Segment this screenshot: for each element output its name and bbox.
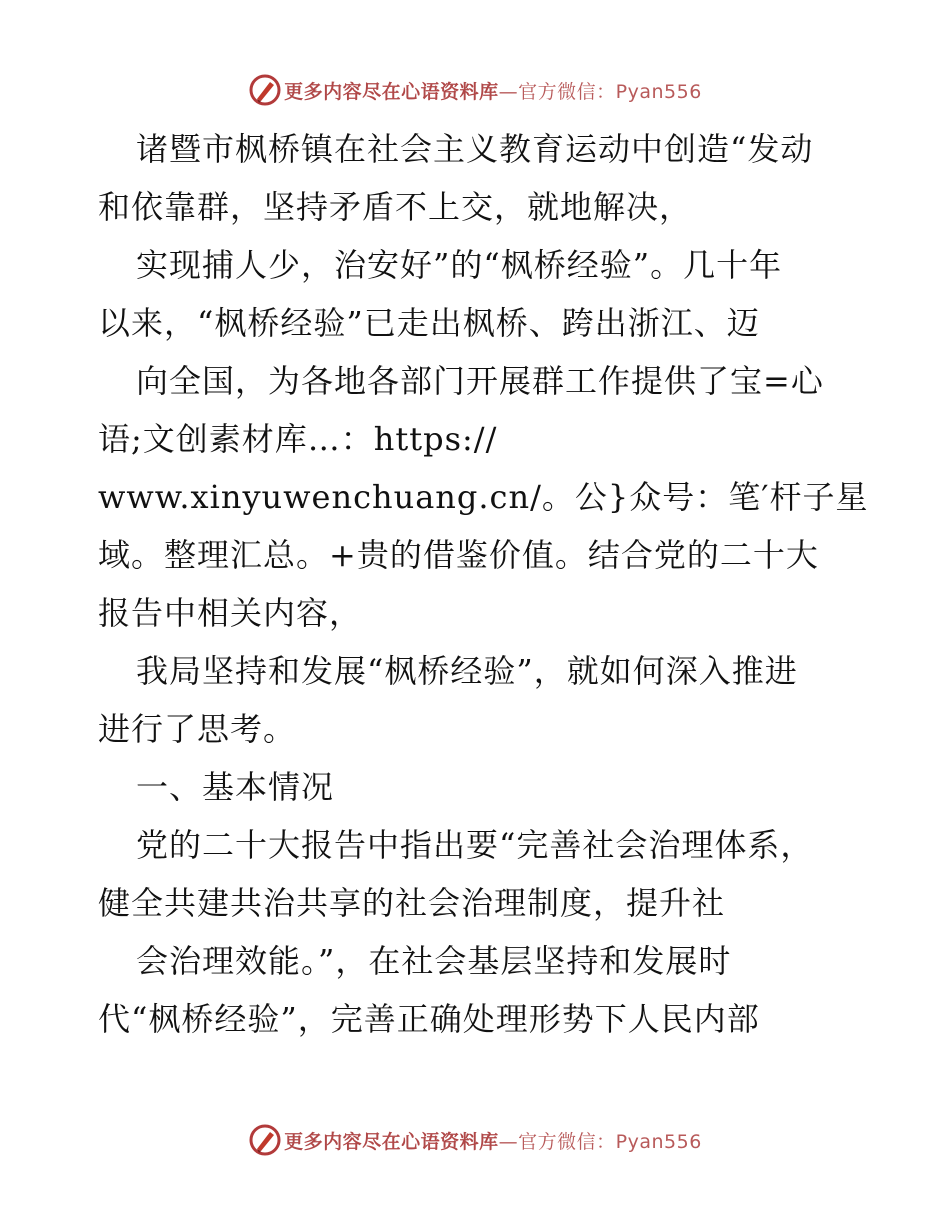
banner-strong-text: 更多内容尽在心语资料库 xyxy=(284,1130,499,1153)
text-line: 诸暨市枫桥镇在社会主义教育运动中创造“发动 xyxy=(136,130,814,168)
pen-logo-icon xyxy=(248,73,282,107)
text-line: 语;文创素材库…：https:// xyxy=(98,420,498,458)
text-line: 和依靠群，坚持矛盾不上交，就地解决， xyxy=(98,188,693,226)
footer-watermark-banner xyxy=(0,1120,950,1160)
text-line: 党的二十大报告中指出要“完善社会治理体系， xyxy=(136,826,814,864)
text-line: 代“枫桥经验”，完善正确处理形势下人民内部 xyxy=(98,1000,760,1038)
document-body xyxy=(98,120,868,1048)
banner-contact-text: —官方微信：Pyan556 xyxy=(498,80,702,103)
text-line: www.xinyuwenchuang.cn/。公}众号：笔′杆子星 xyxy=(98,478,868,516)
text-line: 向全国，为各地各部门开展群工作提供了宝=心 xyxy=(136,362,824,400)
text-line: 进行了思考。 xyxy=(98,710,297,748)
banner-contact-text: —官方微信：Pyan556 xyxy=(498,1130,702,1153)
text-line: 会治理效能。”，在社会基层坚持和发展时 xyxy=(136,942,732,980)
text-line: 报告中相关内容， xyxy=(98,594,363,632)
header-watermark-banner xyxy=(0,70,950,110)
text-line: 以来，“枫桥经验”已走出枫桥、跨出浙江、迈 xyxy=(98,304,760,342)
text-line: 一、基本情况 xyxy=(136,768,335,806)
pen-logo-icon xyxy=(248,1123,282,1157)
text-line: 域。整理汇总。+贵的借鉴价值。结合党的二十大 xyxy=(98,536,819,574)
text-line: 健全共建共治共享的社会治理制度，提升社 xyxy=(98,884,726,922)
text-line: 实现捕人少，治安好”的“枫桥经验”。几十年 xyxy=(136,246,783,284)
banner-strong-text: 更多内容尽在心语资料库 xyxy=(284,80,499,103)
text-line: 我局坚持和发展“枫桥经验”，就如何深入推进 xyxy=(136,652,798,690)
